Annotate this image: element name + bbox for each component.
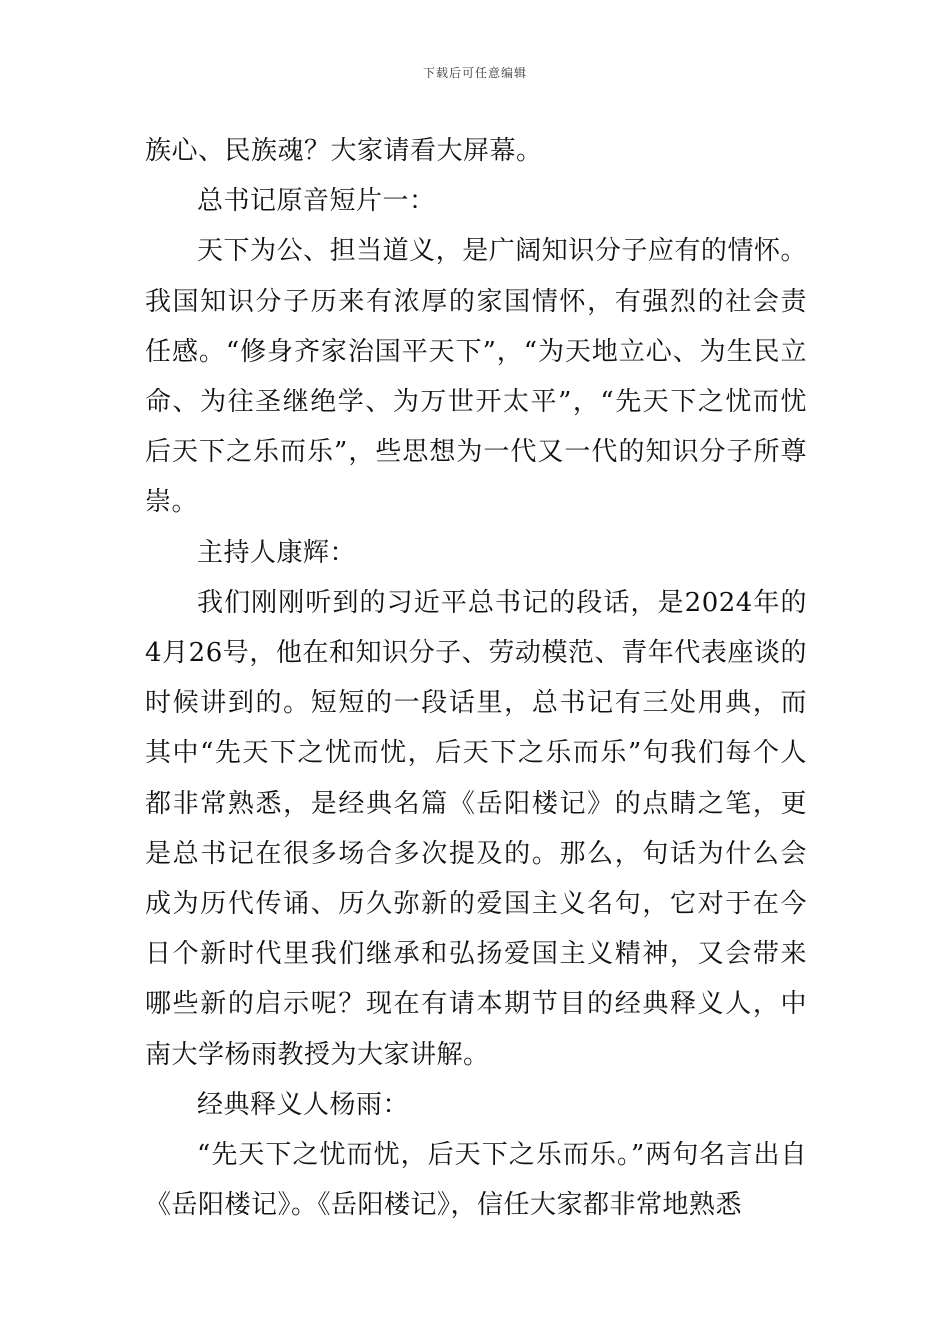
paragraph-host-remarks: 我们刚刚听到的习近平总书记的段话，是2024年的4月26号，他在和知识分子、劳动模范、青年代表座谈的时候讲到的。短短的一段话里，总书记有三处用典，而其中“先天下之忧而忧，后天下之乐而乐”句我们每个人都非常熟悉，是经典名篇《岳阳楼记》的点睛之笔，更是总书记在很多场合多次提及的。那么，句话为什么会成为历代传诵、历久弥新的爱国主义名句，它对于在今日个新时代里我们继承和弘扬爱国主义精神，又会带来哪些新的启示呢？现在有请本期节目的经典释义人，中南大学杨雨教授为大家讲解。 [145,587,807,1070]
paragraph-continuation: 族心、民族魂？大家请看大屏幕。 [145,136,543,166]
speaker-label-speech-clip: 总书记原音短片一： [197,186,436,217]
document-body [145,126,807,1230]
speaker-label-interpreter: 经典释义人杨雨： [197,1089,410,1120]
paragraph-interpreter-remarks: “先天下之忧而忧，后天下之乐而乐。”两句名言出自《岳阳楼记》。《岳阳楼记》，信任大家都非常地熟悉 [145,1140,807,1221]
page-header: 下载后可任意编辑 [422,66,527,80]
speaker-label-host: 主持人康辉： [197,537,357,568]
paragraph-speech-quote: 天下为公、担当道义，是广阔知识分子应有的情怀。我国知识分子历来有浓厚的家国情怀，有强烈的社会责任感。“修身齐家治国平天下”，“为天地立心、为生民立命、为往圣继绝学、为万世开太平”，“先天下之忧而忧后天下之乐而乐”，些思想为一代又一代的知识分子所尊崇。 [145,236,807,518]
